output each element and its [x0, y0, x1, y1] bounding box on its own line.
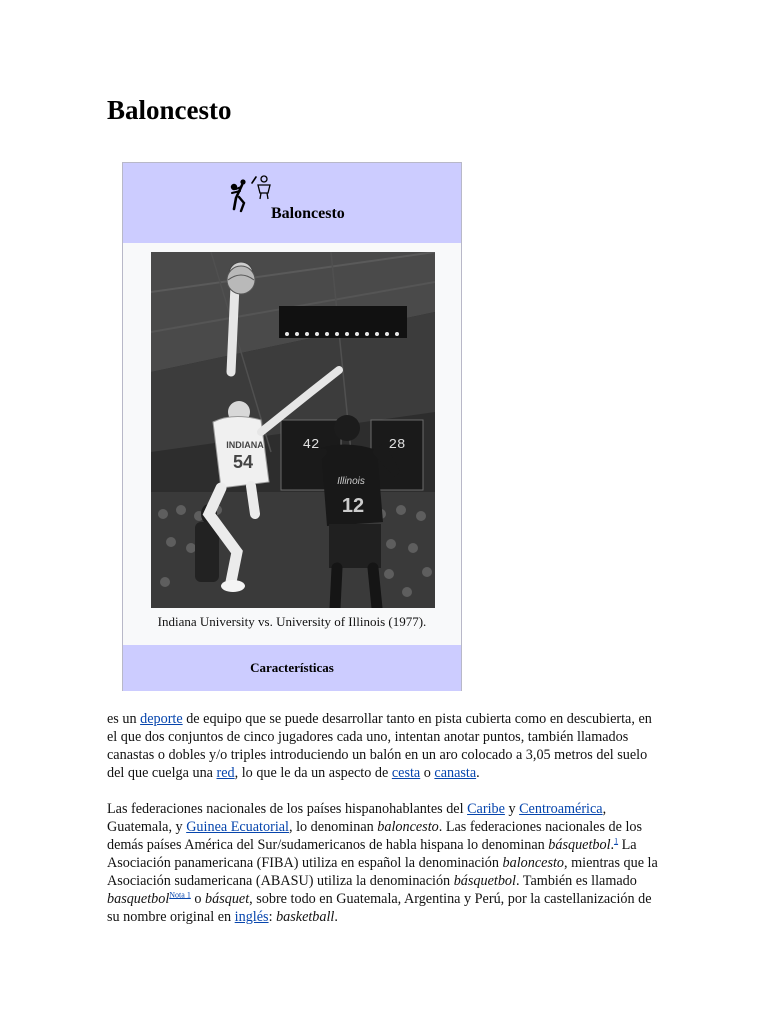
link-canasta[interactable]: canasta	[434, 765, 477, 781]
link-red[interactable]: red	[216, 765, 235, 781]
link-cesta[interactable]: cesta	[391, 765, 421, 781]
link-caribe[interactable]: Caribe	[467, 801, 505, 817]
link-guinea-ecuatorial[interactable]: Guinea Ecuatorial	[186, 819, 289, 835]
denomination-paragraph: Las federaciones nacionales de los países hispanohablantes del Caribe y Centroamérica, Guatemala, y Guinea Ecuatorial, lo denominan baloncesto. Las federaciones nacionales de los demás países América del Sur/sudamericanos de habla hispana lo denominan básquetbol.$^1$ La Asociación panamericana (FIBA) utiliza en español la denominación baloncesto, mientras que la Asociación sudamericana (ABASU) utiliza la denominación básquetbol. También es llamado basquetbol$^{Nota 1}$ o básquet, sobre todo en Guatemala, Argentina y Perú, por la castellanización de su nombre original en inglés: basketball.	[107, 801, 658, 925]
infobox-section-header: Características	[123, 645, 461, 691]
intro-paragraph: es un deporte de equipo que se puede desarrollar tanto en pista cubierta como en descubierta, en el que dos conjuntos de cinco jugadores cada uno, intentan anotar puntos, también llamados canastas o dobles y/o triples introduciendo un balón en un aro colocado a 3,05 metros del suelo del que cuelga una red, lo que le da un aspecto de cesta o canasta.	[107, 711, 652, 781]
basketball-pictogram-icon	[226, 173, 272, 225]
infobox	[122, 162, 462, 691]
jersey-left-team: INDIANA	[226, 440, 264, 450]
link-deporte[interactable]: deporte	[140, 711, 183, 727]
scoreboard-right: 28	[388, 437, 406, 453]
jersey-left-number: 54	[232, 452, 254, 472]
link-ingles[interactable]: inglés	[234, 909, 269, 925]
reference-nota-1: Nota 1	[169, 890, 191, 900]
page-title: Baloncesto	[107, 95, 232, 125]
reference-1: 1	[614, 836, 619, 846]
image-caption: Indiana University vs. University of Illinois (1977).	[157, 614, 427, 629]
jersey-right-number: 12	[341, 495, 365, 517]
link-centroamerica[interactable]: Centroamérica	[519, 801, 603, 817]
infobox-header	[123, 163, 461, 243]
infobox-photo	[151, 252, 435, 608]
infobox-title: Baloncesto	[271, 205, 345, 222]
scoreboard-left: 42	[302, 437, 320, 453]
jersey-right-team: Illinois	[337, 476, 365, 487]
